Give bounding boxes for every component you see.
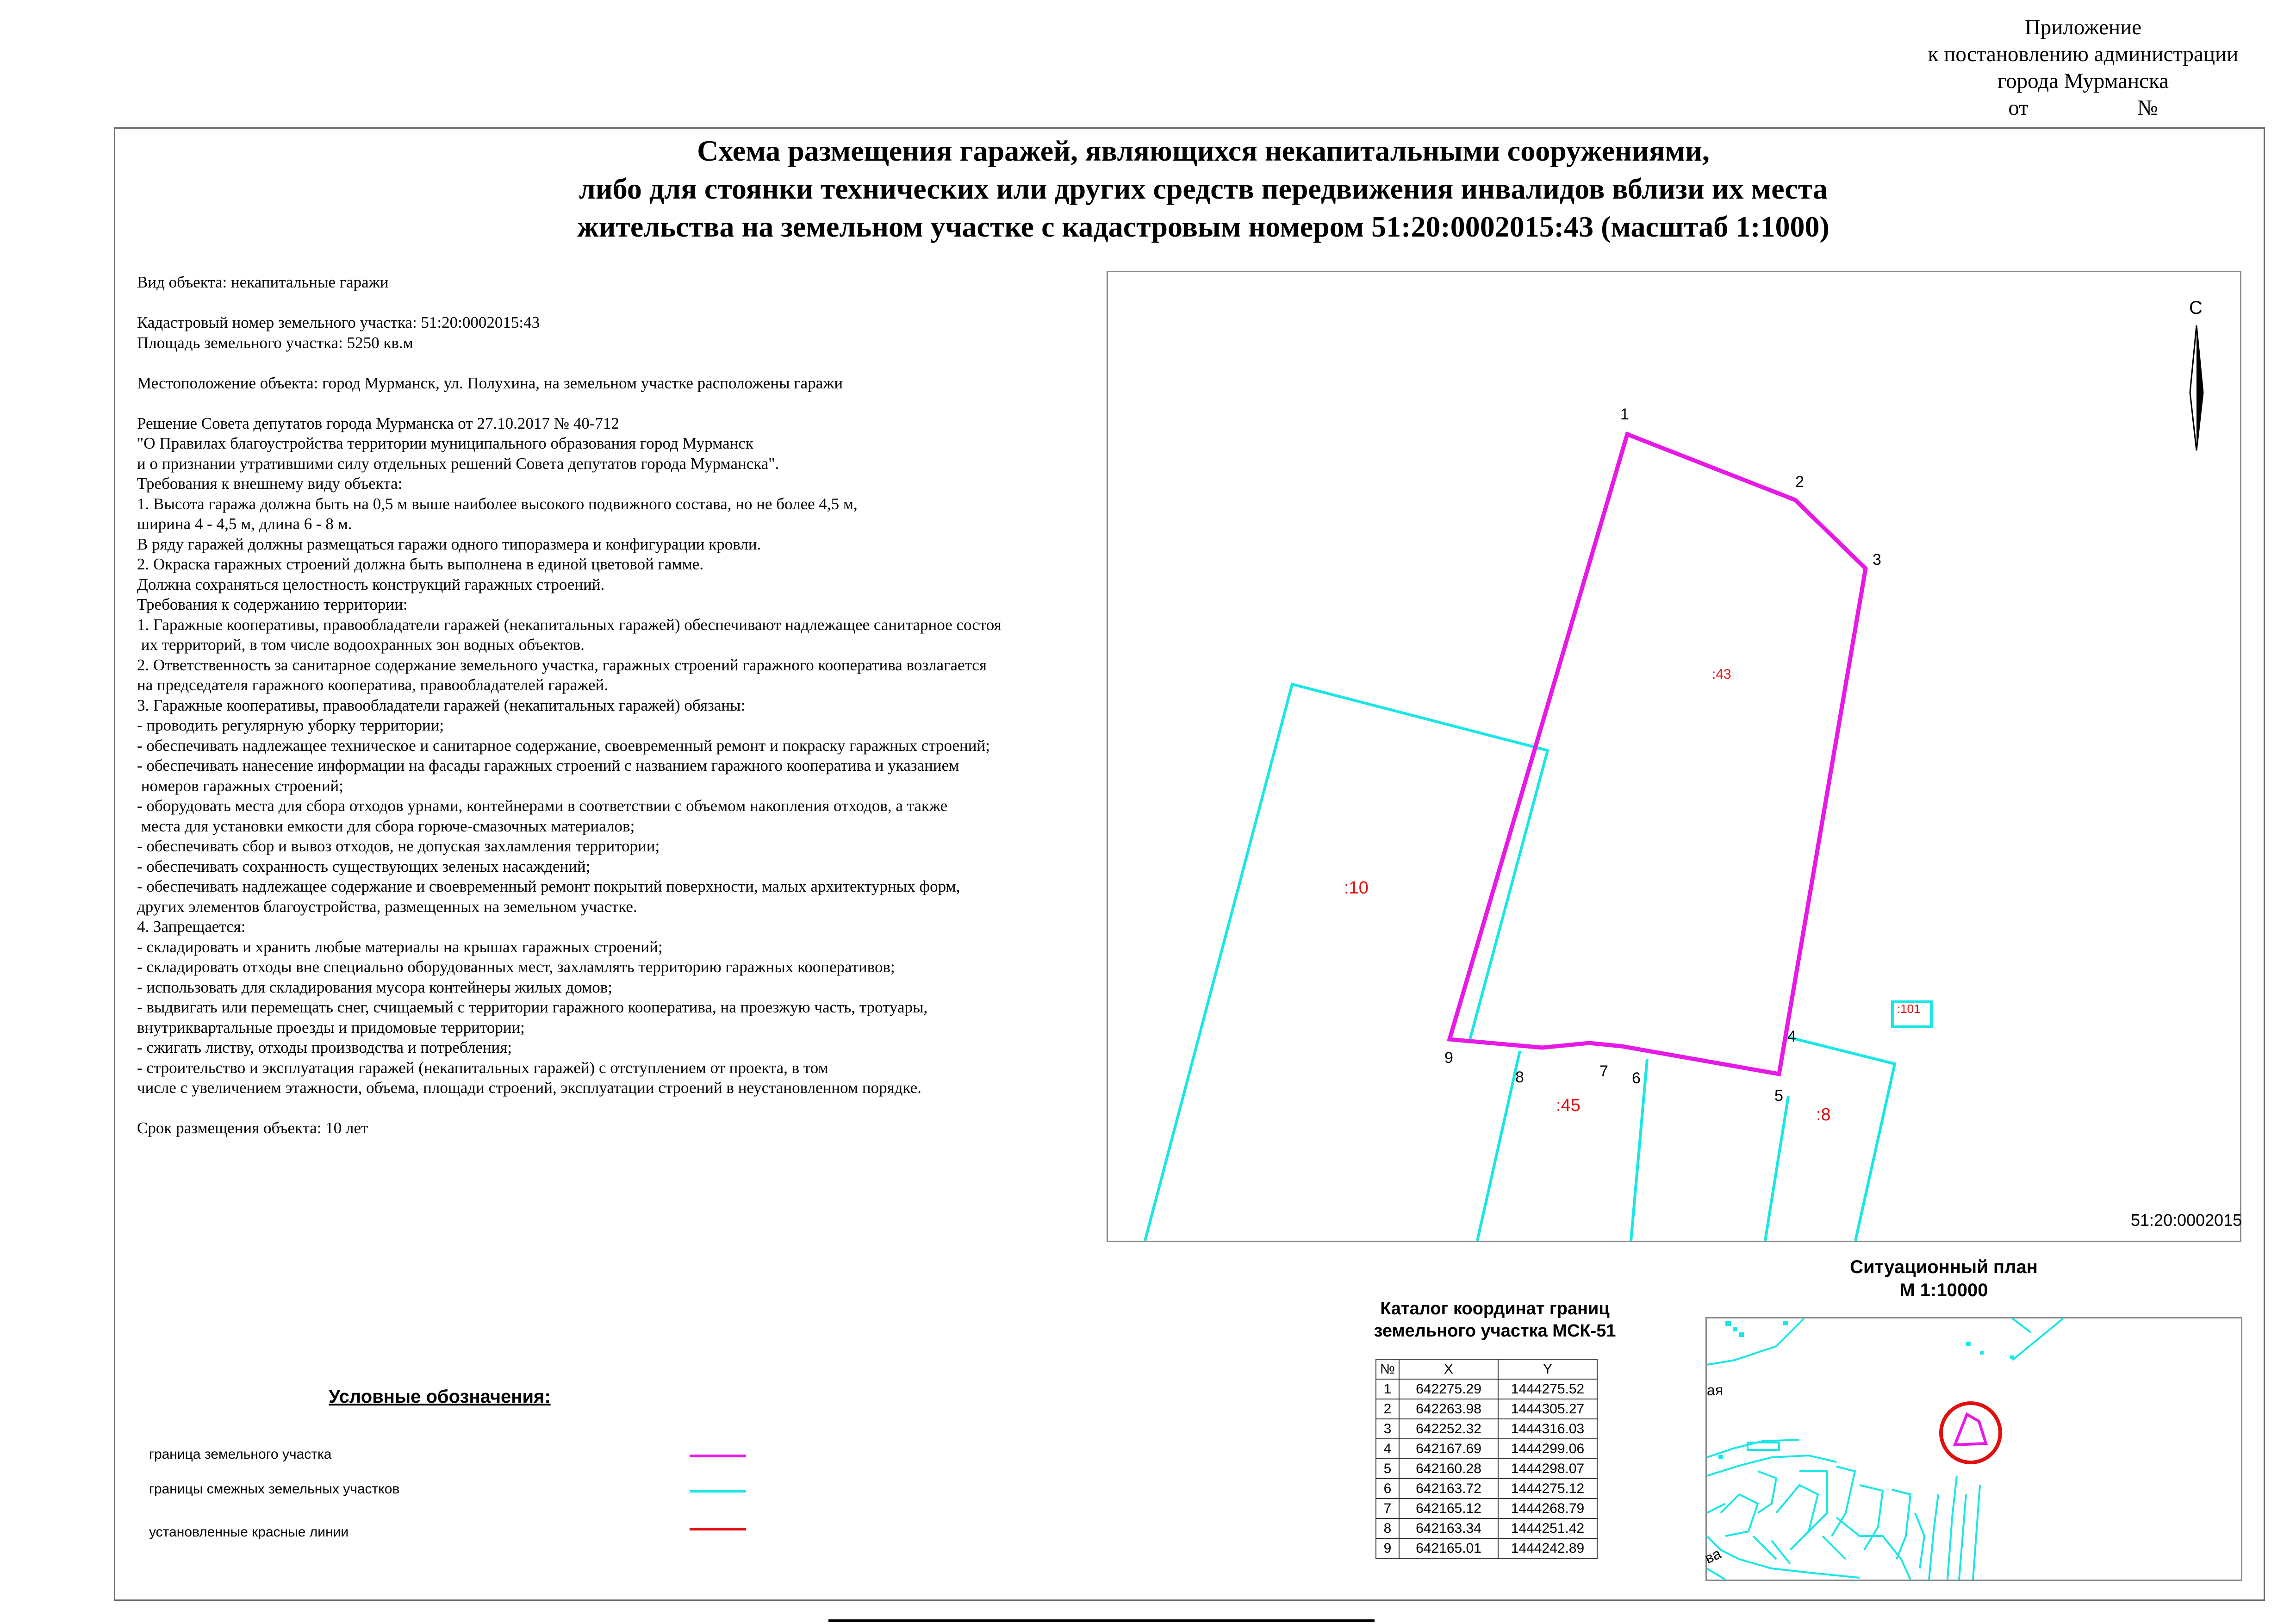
description-line: Должна сохраняться целостность конструкций гаражных строений. xyxy=(137,575,605,593)
description-line: внутриквартальные проезды и придомовые территории; xyxy=(137,1018,525,1037)
north-label: С xyxy=(2189,298,2203,318)
y-coordinate-cell: 1444242.89 xyxy=(1498,1538,1597,1558)
description-line: - обеспечивать сбор и вывоз отходов, не допуская захламления территории; xyxy=(137,837,660,855)
point-number-cell: 5 xyxy=(1376,1459,1399,1479)
description-line: - складировать отходы вне специально оборудованных мест, захламлять территорию гаражных кооперативов; xyxy=(137,958,895,976)
description-line: Местоположение объекта: город Мурманск, ул. Полухина, на земельном участке расположены гаражи xyxy=(137,374,843,392)
table-row xyxy=(1376,1439,1597,1459)
point-label-3: 3 xyxy=(1873,551,1881,568)
point-label-5: 5 xyxy=(1774,1087,1783,1105)
point-number-cell: 2 xyxy=(1376,1399,1399,1419)
description-line xyxy=(137,293,1109,313)
description-line: на председателя гаражного кооператива, правообладателей гаражей. xyxy=(137,676,608,694)
description-line: 2. Ответственность за санитарное содержание земельного участка, гаражных строений гаражного кооператива возлагается xyxy=(137,656,987,674)
description-line: - обеспечивать нанесение информации на фасады гаражных строений с названием гаражного кооператива и указанием xyxy=(137,756,959,775)
description-line: номеров гаражных строений; xyxy=(137,776,344,795)
parcel-boundary xyxy=(1450,434,1866,1074)
legend-title: Условные обозначения: xyxy=(329,1387,551,1407)
adjacent-parcel-8-left xyxy=(1765,1096,1788,1241)
description-line: - сжигать листву, отходы производства и потребления; xyxy=(137,1038,512,1056)
description-line: 1. Высота гаража должна быть на 0,5 м выше наиболее высокого подвижного состава, но не более 4,5 м, xyxy=(137,494,858,513)
y-coordinate-cell: 1444251.42 xyxy=(1498,1518,1597,1538)
situation-plan-title xyxy=(1749,1255,2138,1302)
point-labels xyxy=(1444,406,1881,1105)
description-line: места для установки емкости для сбора горюче-смазочных материалов; xyxy=(137,817,635,835)
appendix-line: города Мурманска xyxy=(1997,69,2169,93)
description-line: - строительство и эксплуатация гаражей (некапитальных гаражей) с отступлением от проекта, в том xyxy=(137,1058,828,1077)
description-line: "О Правилах благоустройства территории муниципального образования город Мурманск xyxy=(137,434,753,452)
x-coordinate-cell: 642167.69 xyxy=(1399,1439,1498,1459)
table-row xyxy=(1376,1399,1597,1419)
description-line xyxy=(137,353,1109,373)
north-arrow-icon xyxy=(2189,298,2203,450)
description-line: других элементов благоустройства, размещенных на земельном участке. xyxy=(137,897,637,916)
x-coordinate-cell: 642163.72 xyxy=(1399,1479,1498,1499)
situation-plan-map xyxy=(1702,1317,2242,1581)
table-row xyxy=(1376,1379,1597,1399)
point-label-8: 8 xyxy=(1515,1068,1524,1086)
point-number-cell: 8 xyxy=(1376,1518,1399,1538)
table-header-row xyxy=(1376,1359,1597,1379)
description-line: - оборудовать места для сбора отходов урнами, контейнерами в соответствии с объемом накопления отходов, а также xyxy=(137,797,948,815)
legend-label-parcel: граница земельного участка xyxy=(149,1447,332,1462)
y-coordinate-cell: 1444299.06 xyxy=(1498,1439,1597,1459)
description-line: 2. Окраска гаражных строений должна быть выполнена в единой цветовой гамме. xyxy=(137,555,704,573)
point-label-6: 6 xyxy=(1632,1069,1641,1087)
adjacent-parcels xyxy=(1145,684,1931,1241)
situation-location-circle xyxy=(1941,1403,2000,1462)
road-label: ва xyxy=(1702,1545,1724,1567)
catalog-title-line: Каталог координат границ xyxy=(1380,1299,1610,1318)
table-row xyxy=(1376,1538,1597,1558)
x-coordinate-cell: 642165.01 xyxy=(1399,1538,1498,1558)
column-header-x: X xyxy=(1399,1359,1498,1379)
appendix-line: к постановлению администрации xyxy=(1928,42,2239,66)
description-line: 1. Гаражные кооперативы, правообладатели гаражей (некапитальных гаражей) обеспечивают надлежащее санитарное состоя xyxy=(137,615,1002,634)
parcel-label-8: :8 xyxy=(1816,1105,1831,1124)
parcel-label-45: :45 xyxy=(1556,1096,1580,1115)
title-line: жительства на земельном участке с кадастровым номером 51:20:0002015:43 (масштаб 1:1000) xyxy=(577,210,1829,243)
table-row xyxy=(1376,1479,1597,1499)
description-line: и о признании утратившими силу отдельных решений Совета депутатов города Мурманска". xyxy=(137,454,779,473)
point-label-9: 9 xyxy=(1444,1049,1453,1067)
point-label-4: 4 xyxy=(1787,1028,1796,1045)
appendix-line: Приложение xyxy=(2024,15,2142,39)
point-number-cell: 9 xyxy=(1376,1538,1399,1558)
description-line: - обеспечивать надлежащее содержание и своевременный ремонт покрытий поверхности, малых архитектурных форм, xyxy=(137,877,960,895)
coordinates-table xyxy=(1375,1359,1598,1559)
legend-label-red-lines: установленные красные линии xyxy=(149,1524,349,1540)
description-line: их территорий, в том числе водоохранных зон водных объектов. xyxy=(137,636,585,654)
description-line: ширина 4 - 4,5 м, длина 6 - 8 м. xyxy=(137,515,352,533)
document-title xyxy=(231,132,2175,246)
parcel-label-43: :43 xyxy=(1712,667,1731,682)
y-coordinate-cell: 1444275.52 xyxy=(1498,1379,1597,1399)
legend-swatch-red-lines xyxy=(690,1528,746,1530)
situation-parcels xyxy=(1707,1318,2063,1580)
description-line: Требования к содержанию территории: xyxy=(137,595,408,613)
situation-plan-scale: М 1:10000 xyxy=(1899,1280,1988,1300)
parcel-label-101: :101 xyxy=(1897,1002,1921,1016)
x-coordinate-cell: 642160.28 xyxy=(1399,1459,1498,1479)
column-header-y: Y xyxy=(1498,1359,1597,1379)
description-line: - использовать для складирования мусора контейнеры жилых домов; xyxy=(137,978,612,996)
point-label-2: 2 xyxy=(1795,473,1804,491)
catalog-title-line: земельного участка МСК-51 xyxy=(1374,1321,1616,1341)
situation-plan-drawing xyxy=(1702,1318,2241,1580)
bottom-rule xyxy=(828,1619,1375,1622)
description-line: - проводить регулярную уборку территории; xyxy=(137,716,444,734)
table-row xyxy=(1376,1518,1597,1538)
adjacent-parcel-8 xyxy=(1784,1036,1895,1241)
point-number-cell: 3 xyxy=(1376,1419,1399,1439)
description-line xyxy=(137,1098,1109,1118)
title-line: либо для стоянки технических или других средств передвижения инвалидов вблизи их места xyxy=(579,172,1828,205)
table-row xyxy=(1376,1459,1597,1479)
adjacent-parcel-10 xyxy=(1145,684,1548,1241)
cadastral-map xyxy=(1107,271,2241,1242)
legend-swatch-parcel xyxy=(690,1455,746,1457)
point-number-cell: 4 xyxy=(1376,1439,1399,1459)
appendix-header xyxy=(1907,14,2259,121)
catalog-title xyxy=(1342,1298,1648,1342)
x-coordinate-cell: 642275.29 xyxy=(1399,1379,1498,1399)
point-number-cell: 7 xyxy=(1376,1499,1399,1518)
point-label-7: 7 xyxy=(1599,1062,1608,1080)
x-coordinate-cell: 642163.34 xyxy=(1399,1518,1498,1538)
legend-swatch-adjacent xyxy=(690,1490,746,1493)
description-line: - выдвигать или перемещать снег, счищаемый с территории гаражного кооператива, на проезжую часть, тротуары, xyxy=(137,998,928,1016)
description-line: - складировать и хранить любые материалы на крышах гаражных строений; xyxy=(137,937,663,956)
legend-label-adjacent: границы смежных земельных участков xyxy=(149,1481,400,1497)
description-line: - обеспечивать сохранность существующих зеленых насаждений; xyxy=(137,857,591,875)
column-header-number: № xyxy=(1376,1359,1399,1379)
description-line: В ряду гаражей должны размещаться гаражи одного типоразмера и конфигурации кровли. xyxy=(137,535,761,553)
table-row xyxy=(1376,1499,1597,1518)
y-coordinate-cell: 1444305.27 xyxy=(1498,1399,1597,1419)
x-coordinate-cell: 642263.98 xyxy=(1399,1399,1498,1419)
coordinates-table-body xyxy=(1376,1379,1597,1558)
point-number-cell: 1 xyxy=(1376,1379,1399,1399)
description-line: 3. Гаражные кооперативы, правообладатели гаражей (некапитальных гаражей) обязаны: xyxy=(137,696,746,714)
road-label: ая xyxy=(1707,1382,1724,1399)
description-line: числе с увеличением этажности, объема, площади строений, эксплуатации строений в неустановленном порядке. xyxy=(137,1079,921,1097)
y-coordinate-cell: 1444316.03 xyxy=(1498,1419,1597,1439)
point-label-1: 1 xyxy=(1620,406,1629,423)
description-line: - обеспечивать надлежащее техническое и санитарное содержание, своевременный ремонт и покраску гаражных строений; xyxy=(137,736,990,755)
adjacent-parcel-45-left xyxy=(1477,1051,1520,1241)
cadastral-quarter-label: 51:20:0002015 xyxy=(2131,1211,2242,1230)
y-coordinate-cell: 1444268.79 xyxy=(1498,1499,1597,1518)
object-description xyxy=(137,272,1109,1138)
situation-small-buildings xyxy=(1718,1321,2014,1459)
description-line: Решение Совета депутатов города Мурманска от 27.10.2017 № 40-712 xyxy=(137,414,619,432)
description-line xyxy=(137,393,1109,413)
description-line: Кадастровый номер земельного участка: 51:20:0002015:43 xyxy=(137,313,540,331)
description-line: Вид объекта: некапитальные гаражи xyxy=(137,273,389,291)
y-coordinate-cell: 1444275.12 xyxy=(1498,1479,1597,1499)
description-line: 4. Запрещается: xyxy=(137,918,246,936)
cadastral-map-drawing xyxy=(1108,272,2240,1241)
table-row xyxy=(1376,1419,1597,1439)
point-number-cell: 6 xyxy=(1376,1479,1399,1499)
appendix-line: от № xyxy=(2008,96,2158,120)
title-line: Схема размещения гаражей, являющихся некапитальными сооружениями, xyxy=(697,134,1710,167)
parcel-label-10: :10 xyxy=(1344,878,1369,898)
situation-plan-title-line: Ситуационный план xyxy=(1850,1257,2038,1277)
description-line: Срок размещения объекта: 10 лет xyxy=(137,1119,368,1137)
situation-parcel-boundary xyxy=(1955,1414,1986,1445)
x-coordinate-cell: 642252.32 xyxy=(1399,1419,1498,1439)
description-line: Площадь земельного участка: 5250 кв.м xyxy=(137,333,413,352)
y-coordinate-cell: 1444298.07 xyxy=(1498,1459,1597,1479)
parcel-labels xyxy=(1344,667,1921,1124)
description-line: Требования к внешнему виду объекта: xyxy=(137,475,403,493)
x-coordinate-cell: 642165.12 xyxy=(1399,1499,1498,1518)
